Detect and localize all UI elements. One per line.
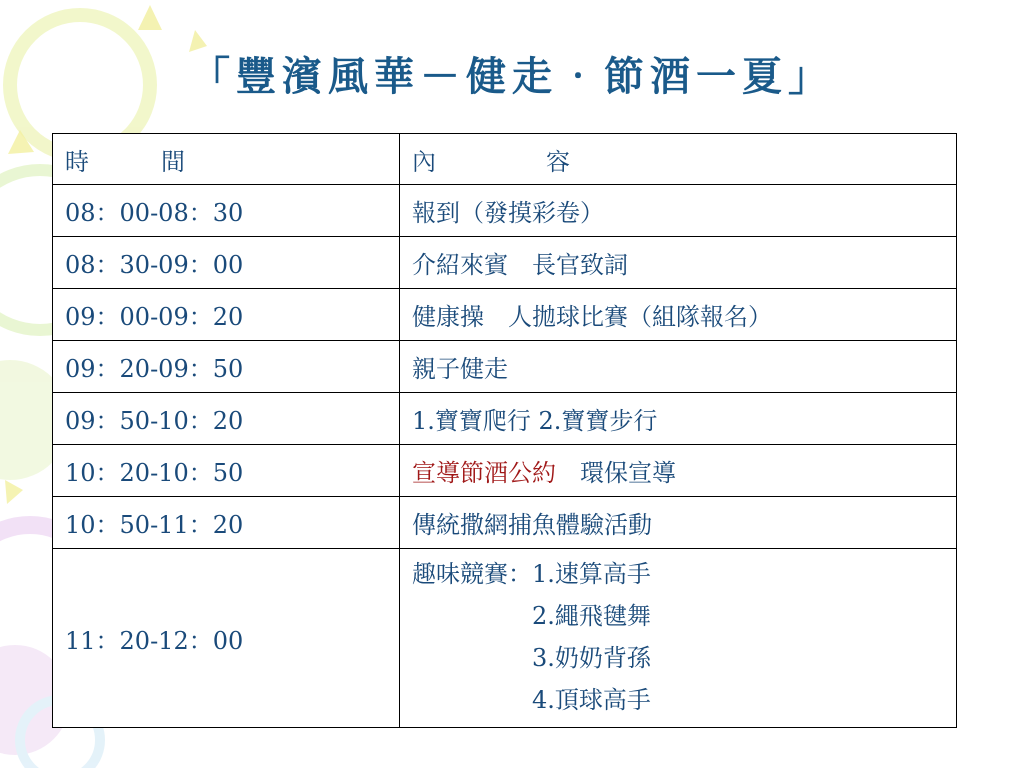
row-content [400, 549, 957, 728]
row-time: 09：50-10：20 [53, 393, 400, 445]
table-row [53, 445, 957, 497]
row-time: 11：20-12：00 [53, 549, 400, 728]
header-time-char-2: 間 [161, 147, 185, 176]
row-content: 報到（發摸彩卷） [400, 185, 957, 237]
table-row [53, 549, 957, 728]
header-time-char-1: 時 [65, 147, 89, 176]
games-label: 趣味競賽： [412, 560, 532, 588]
table-row [53, 393, 957, 445]
table-row [53, 289, 957, 341]
table-row [53, 341, 957, 393]
row-time: 09：20-09：50 [53, 341, 400, 393]
row-time: 10：50-11：20 [53, 497, 400, 549]
table-row [53, 237, 957, 289]
row-content: 介紹來賓 長官致詞 [400, 237, 957, 289]
header-content-char-1: 內 [412, 147, 436, 176]
table-row [53, 497, 957, 549]
game-item: 4.頂球高手 [532, 686, 651, 714]
row-content: 親子健走 [400, 341, 957, 393]
row-time: 08：00-08：30 [53, 185, 400, 237]
game-item: 1.速算高手 [532, 560, 651, 588]
row-content-rest: 環保宣導 [556, 459, 676, 487]
header-time [53, 134, 400, 185]
page-title: 「豐濱風華－健走‧節酒一夏」 [190, 53, 834, 100]
table-row [53, 185, 957, 237]
schedule-table [52, 133, 957, 728]
table-header-row [53, 134, 957, 185]
game-item: 3.奶奶背孫 [532, 644, 651, 672]
row-time: 08：30-09：00 [53, 237, 400, 289]
row-content [400, 445, 957, 497]
row-time: 09：00-09：20 [53, 289, 400, 341]
header-content [400, 134, 957, 185]
row-content: 1.寶寶爬行 2.寶寶步行 [400, 393, 957, 445]
games-block [412, 549, 944, 727]
game-item: 2.繩飛毽舞 [532, 602, 651, 630]
games-list [532, 553, 651, 721]
highlight-text: 宣導節酒公約 [412, 459, 556, 487]
row-content: 傳統撒網捕魚體驗活動 [400, 497, 957, 549]
row-content: 健康操 人拋球比賽（組隊報名） [400, 289, 957, 341]
row-time: 10：20-10：50 [53, 445, 400, 497]
header-content-char-2: 容 [546, 147, 570, 176]
